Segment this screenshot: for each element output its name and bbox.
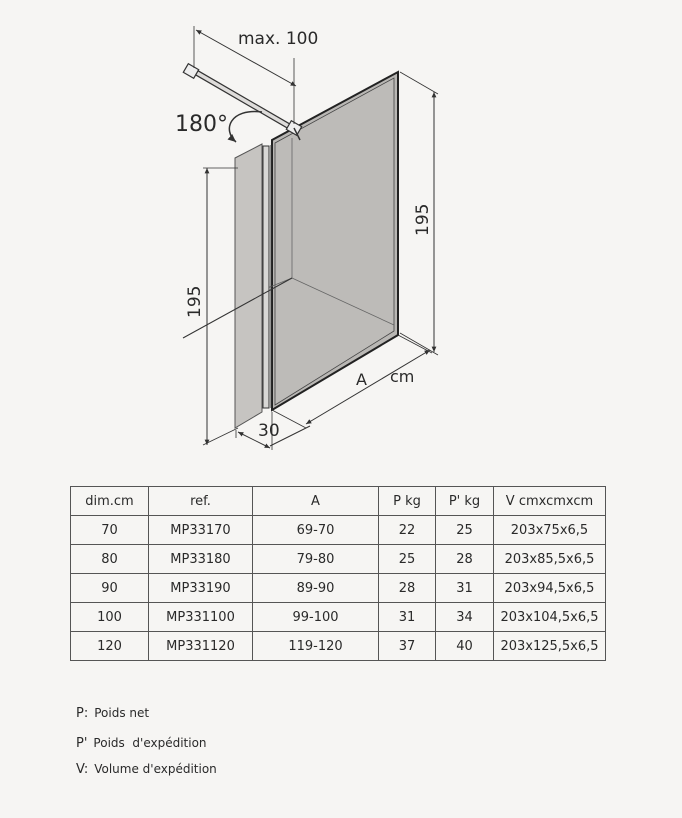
cell-p: 28 <box>379 574 436 603</box>
col-header-p-prime: P' kg <box>436 487 494 516</box>
cell-a: 89-90 <box>253 574 379 603</box>
table-row <box>71 516 606 545</box>
col-header-dim: dim.cm <box>71 487 149 516</box>
cell-a: 69-70 <box>253 516 379 545</box>
table-row <box>71 574 606 603</box>
cell-dim: 70 <box>71 516 149 545</box>
cell-p: 37 <box>379 632 436 661</box>
cell-v: 203x125,5x6,5 <box>494 632 606 661</box>
cell-p-prime: 40 <box>436 632 494 661</box>
cell-a: 79-80 <box>253 545 379 574</box>
legend-text: Poids net <box>94 706 150 720</box>
cell-v: 203x75x6,5 <box>494 516 606 545</box>
table-header-row <box>71 487 606 516</box>
legend-key: P' <box>76 736 88 751</box>
legend-item-p-prime <box>76 736 207 751</box>
legend-item-p <box>76 706 149 721</box>
col-header-p: P kg <box>379 487 436 516</box>
table-row <box>71 603 606 632</box>
cell-dim: 80 <box>71 545 149 574</box>
table-row <box>71 545 606 574</box>
cell-ref: MP33170 <box>149 516 253 545</box>
cell-ref: MP33180 <box>149 545 253 574</box>
width-label: A <box>356 370 367 389</box>
depth-label: 30 <box>258 421 280 441</box>
rotation-label: 180° <box>175 112 228 137</box>
cell-dim: 90 <box>71 574 149 603</box>
right-height-dimension <box>400 72 438 355</box>
legend-key: P: <box>76 706 89 721</box>
cell-p-prime: 28 <box>436 545 494 574</box>
cell-p: 22 <box>379 516 436 545</box>
cell-a: 99-100 <box>253 603 379 632</box>
legend-key: V: <box>76 762 89 777</box>
cell-ref: MP331120 <box>149 632 253 661</box>
cell-v: 203x94,5x6,5 <box>494 574 606 603</box>
cell-ref: MP331100 <box>149 603 253 632</box>
cell-dim: 100 <box>71 603 149 632</box>
cell-v: 203x104,5x6,5 <box>494 603 606 632</box>
swivel-side-panel <box>235 144 271 428</box>
col-header-a: A <box>253 487 379 516</box>
legend-text: Poids d'expédition <box>93 736 207 750</box>
cell-p: 31 <box>379 603 436 632</box>
legend-text: Volume d'expédition <box>94 762 217 776</box>
rotation-indicator <box>175 112 262 142</box>
left-height-label: 195 <box>185 285 205 318</box>
col-header-ref: ref. <box>149 487 253 516</box>
cell-p-prime: 31 <box>436 574 494 603</box>
cell-ref: MP33190 <box>149 574 253 603</box>
unit-label: cm <box>390 367 415 386</box>
cell-v: 203x85,5x6,5 <box>494 545 606 574</box>
cell-a: 119-120 <box>253 632 379 661</box>
legend-item-v <box>76 762 217 777</box>
max-label: max. 100 <box>238 29 319 49</box>
cell-p-prime: 25 <box>436 516 494 545</box>
specs-table <box>70 486 606 661</box>
right-height-label: 195 <box>413 203 433 236</box>
table-row <box>71 632 606 661</box>
cell-p: 25 <box>379 545 436 574</box>
col-header-v: V cmxcmxcm <box>494 487 606 516</box>
cell-p-prime: 34 <box>436 603 494 632</box>
cell-dim: 120 <box>71 632 149 661</box>
